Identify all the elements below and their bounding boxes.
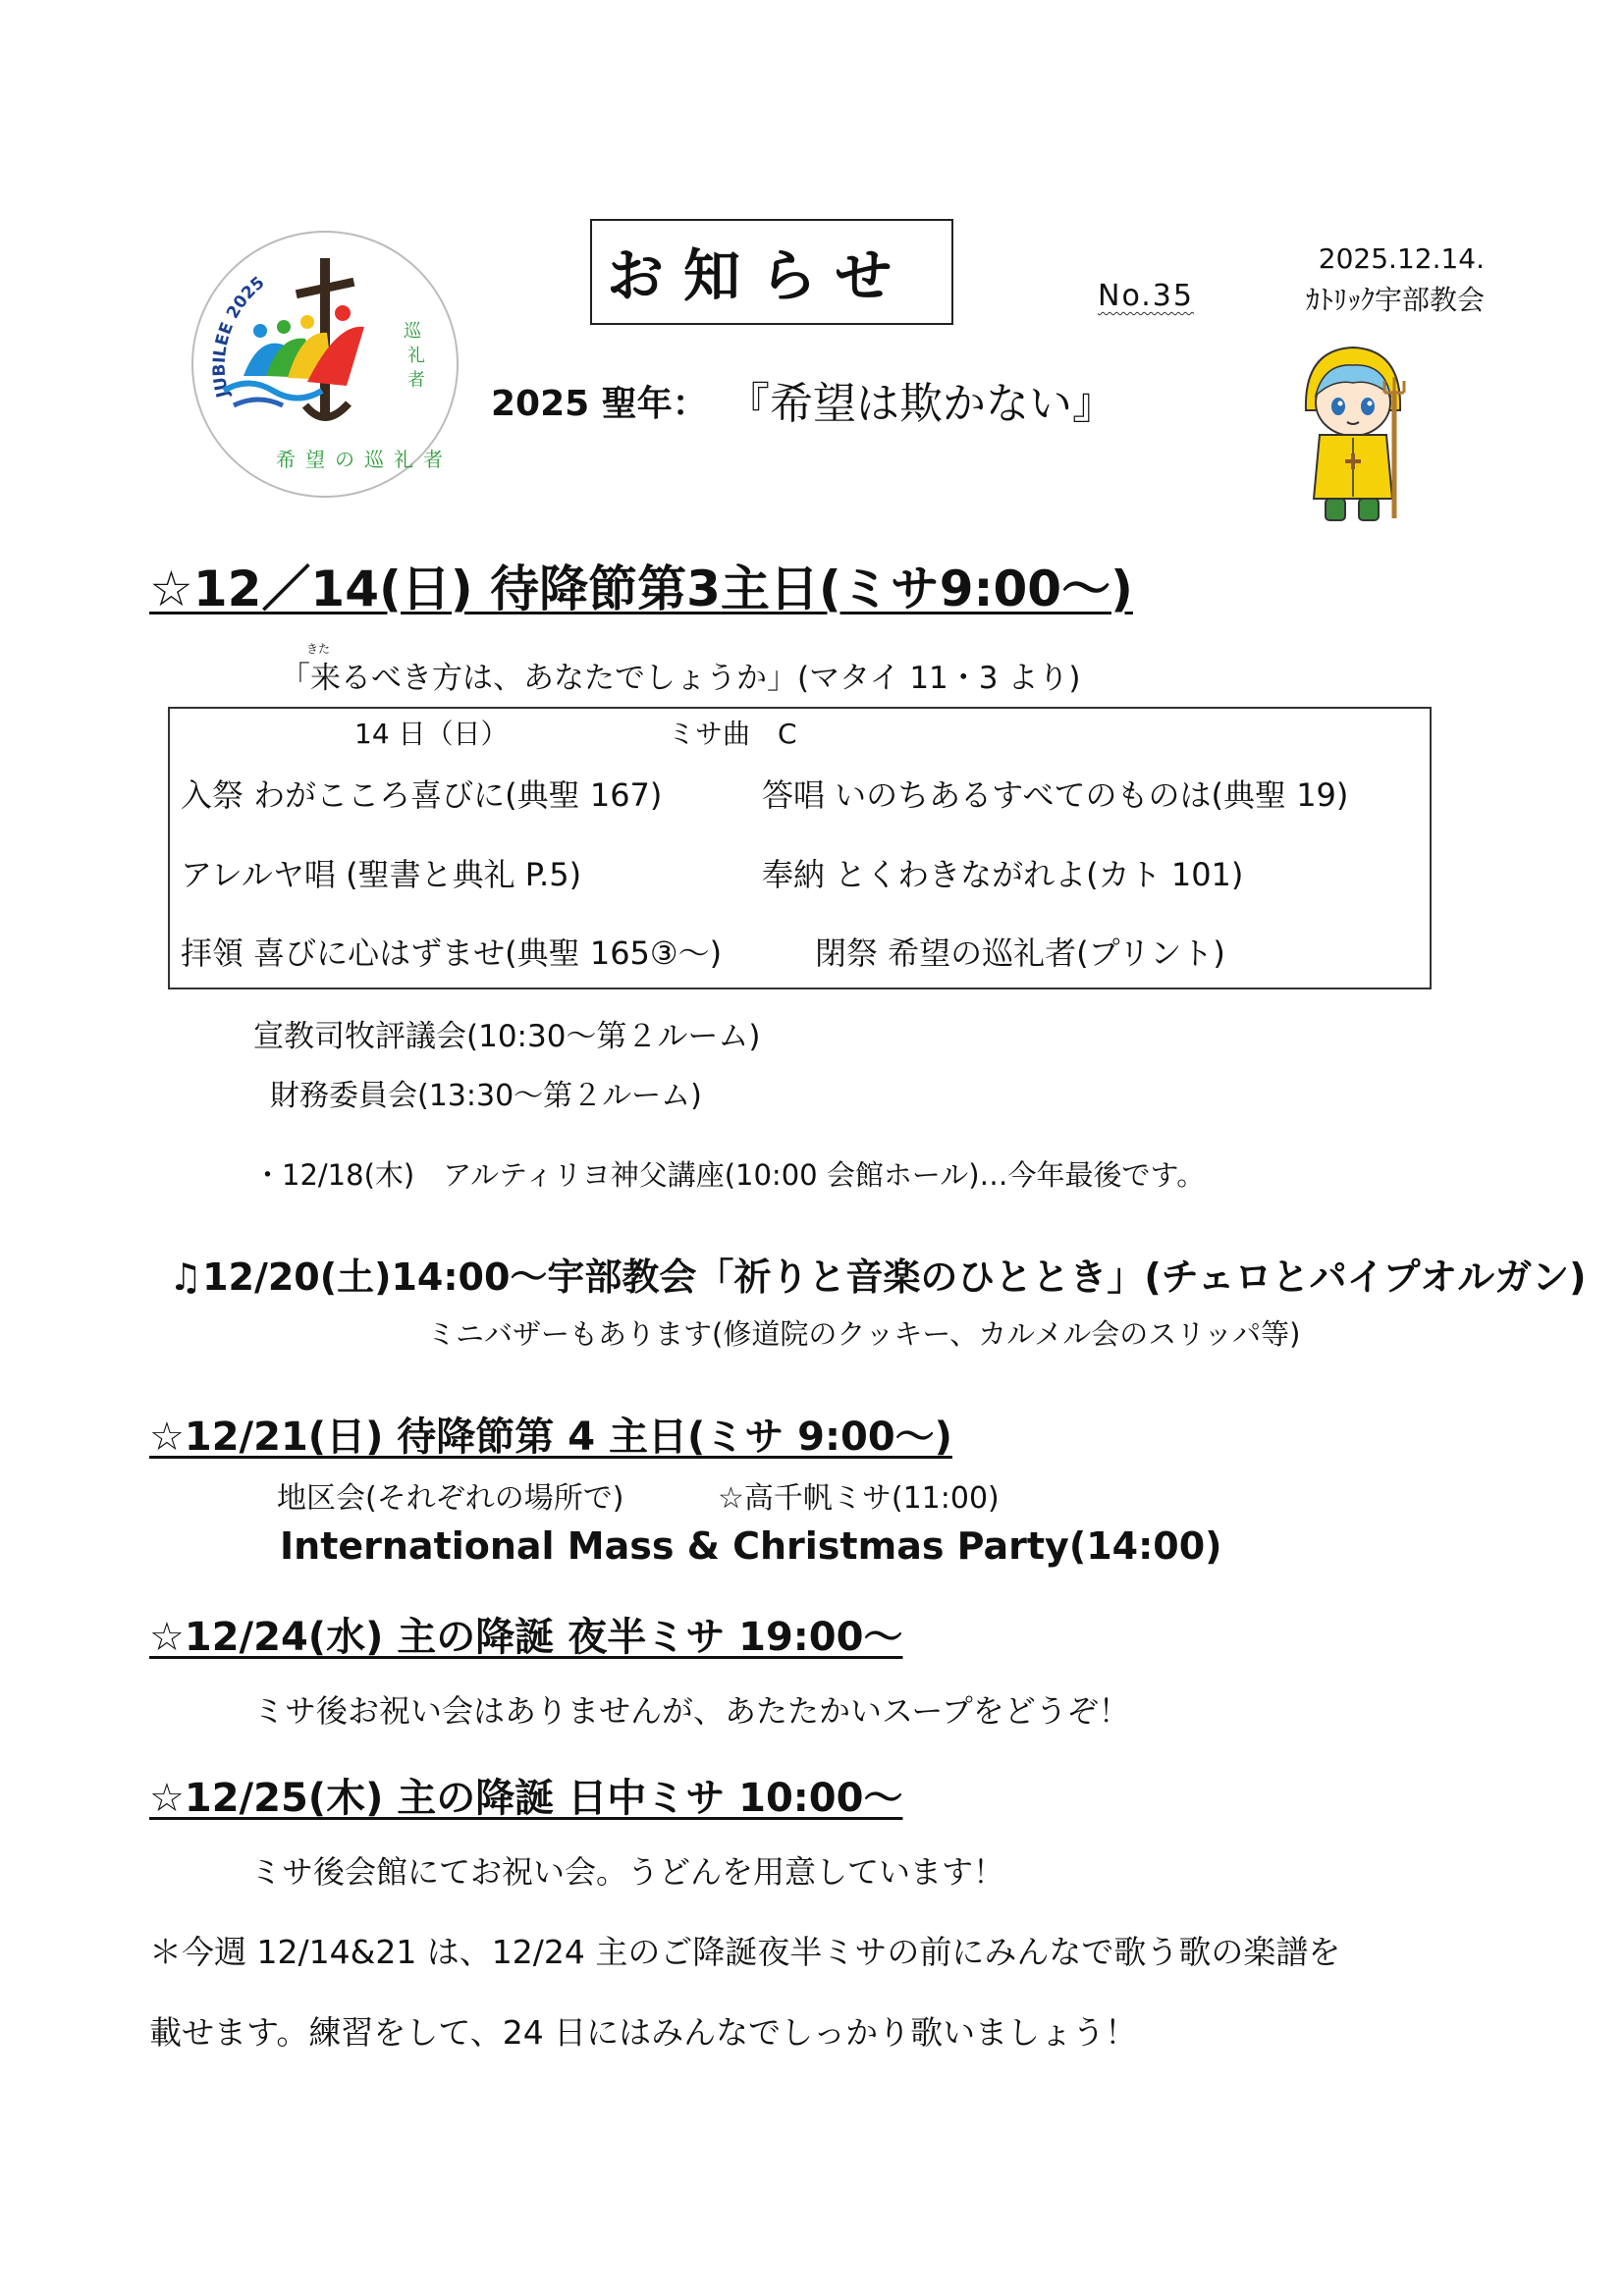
svg-text:巡: 巡: [404, 321, 421, 342]
note-line-1: ＊今週 12/14&21 は、12/24 主のご降誕夜半ミサの前にみんなで歌う歌の楽譜を: [149, 1933, 1341, 1971]
section4-text: ミサ後会館にてお祝い会。うどんを用意しています！: [250, 1853, 1005, 1891]
svg-text:者: 者: [407, 370, 425, 391]
note-line-2: 載せます。練習をして、24 日にはみんなでしっかり歌いましょう！: [149, 2013, 1138, 2052]
page-title: お知らせ: [607, 242, 912, 309]
international-mass: International Mass & Christmas Party(14:00): [280, 1524, 1222, 1568]
takachiho-mass: ☆高千帆ミサ(11:00): [718, 1481, 1000, 1516]
issue-date: 2025.12.14.: [1318, 242, 1485, 275]
jubilee-logo: [189, 229, 460, 500]
section3-text: ミサ後お祝い会はありませんが、あたたかいスープをどうぞ！: [253, 1692, 1130, 1730]
song-list-mass-setting: ミサ曲 C: [668, 718, 797, 750]
quote-ruby: きた: [306, 642, 331, 656]
song-list-date: 14 日（日）: [354, 718, 509, 750]
song-offertory: 奉納 とくわきながれよ(カト 101): [762, 856, 1244, 893]
jubilee-label: 2025 聖年：: [491, 384, 708, 424]
lecture-notice: ・12/18(木) アルティリヨ神父講座(10:00 会館ホール)…今年最後です。: [253, 1158, 1206, 1192]
section3-heading: ☆12/24(水) 主の降誕 夜半ミサ 19:00～: [149, 1615, 903, 1660]
concert-heading: ♫12/20(土)14:00～宇部教会「祈りと音楽のひととき」(チェロとパイプオルガン): [169, 1255, 1587, 1299]
section1-quote: 「来るべき方は、あなたでしょうか」(マタイ 11・3 より): [280, 661, 1081, 696]
district-meeting: 地区会(それぞれの場所で): [277, 1481, 624, 1516]
song-alleluia: アレルヤ唱 (聖書と典礼 P.5): [181, 856, 582, 893]
concert-sub: ミニバザーもあります(修道院のクッキー、カルメル会のスリッパ等): [427, 1317, 1301, 1351]
song-communion: 拝領 喜びに心はずませ(典聖 165③～): [181, 934, 723, 972]
svg-text:礼: 礼: [407, 346, 425, 366]
jubilee-title: 『希望は欺かない』: [727, 379, 1115, 429]
song-recessional: 閉祭 希望の巡礼者(プリント): [815, 934, 1225, 972]
logo-bottom-text: 希望の巡礼者: [276, 448, 453, 471]
meeting-finance: 財務委員会(13:30～第２ルーム): [270, 1079, 702, 1113]
song-entrance: 入祭 わがこころ喜びに(典聖 167): [181, 776, 663, 814]
section4-heading: ☆12/25(木) 主の降誕 日中ミサ 10:00～: [149, 1776, 903, 1821]
section1-heading: ☆12／14(日) 待降節第3主日(ミサ9:00～): [149, 561, 1133, 617]
church-name: ｶﾄﾘｯｸ宇部教会: [1305, 284, 1485, 316]
logo-arc-text: JUBILEE 2025: [209, 273, 269, 400]
issue-number: No.35: [1098, 279, 1194, 313]
pilgrim-mascot-icon: [1294, 342, 1412, 528]
meeting-council: 宣教司牧評議会(10:30～第２ルーム): [253, 1019, 761, 1054]
section2-heading: ☆12/21(日) 待降節第 4 主日(ミサ 9:00～): [149, 1415, 952, 1460]
song-psalm: 答唱 いのちあるすべてのものは(典聖 19): [762, 776, 1349, 814]
